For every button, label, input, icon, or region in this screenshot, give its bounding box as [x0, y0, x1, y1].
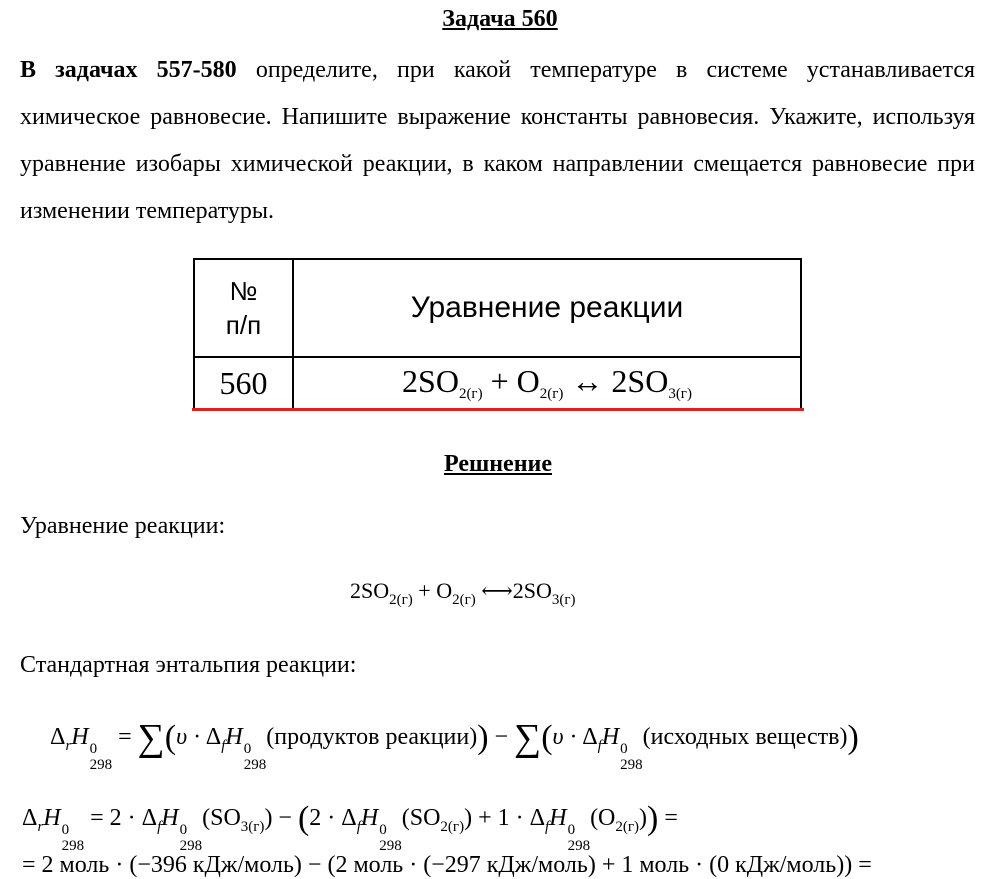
enthalpy-calculation-line1: $\Delta_rH$ 0 298 = $2 \cdot \Delta_fH$ 0 298 $(SO_{3(г)}) - (2 \cdot \Delta_fH$ 0 298 $(SO_{2(г)}) + 1 \cdot \Delta_fH$ 0 298 $(O_{2(г)})$) = — [22, 800, 678, 854]
reaction-label: Уравнение реакции: — [20, 513, 226, 539]
red-underline — [192, 408, 804, 411]
row-number: 560 — [194, 357, 293, 409]
enthalpy-label: Стандартная энтальпия реакции: — [20, 652, 357, 678]
task-range: В задачах 557-580 — [20, 57, 237, 83]
reaction-table — [193, 258, 802, 410]
enthalpy-formula: $\Delta_rH$ 0 298 = $\sum(\upsilon \cdot \Delta_fH$ 0 298 (продуктов реакции)) − $\sum(\upsilon \cdot \Delta_fH$ 0 298 (исходных веществ)) — [50, 717, 859, 773]
reaction-equation: $2SO_{2(г)} + O_{2(г)}$ $⟷2SO_{3(г)}$ — [350, 578, 576, 608]
enthalpy-calculation-line2: = 2 моль · (−396 кДж/моль) − (2 моль · (−297 кДж/моль) + 1 моль · (0 кДж/моль)) = — [22, 852, 872, 878]
table-header-row — [194, 259, 801, 357]
table-row — [194, 357, 801, 409]
equation-header: Уравнение реакции — [293, 259, 801, 357]
task-title: Задача 560 — [442, 6, 558, 32]
solution-heading: Решнение — [443, 451, 553, 477]
task-description — [20, 47, 975, 235]
task-text: определите, при какой температуре в системе устанавливается химическое равновесие. Напишите выражение константы равновесия. Укажите, используя уравнение изобары химической реакции, в каком направлении смещается равновесие при изменении температуры. — [20, 57, 976, 224]
number-header: № п/п — [194, 259, 293, 357]
row-equation: $2SO_{2(г)} + O_{2(г)}$ ↔ $2SO_{3(г)}$ — [293, 357, 801, 409]
